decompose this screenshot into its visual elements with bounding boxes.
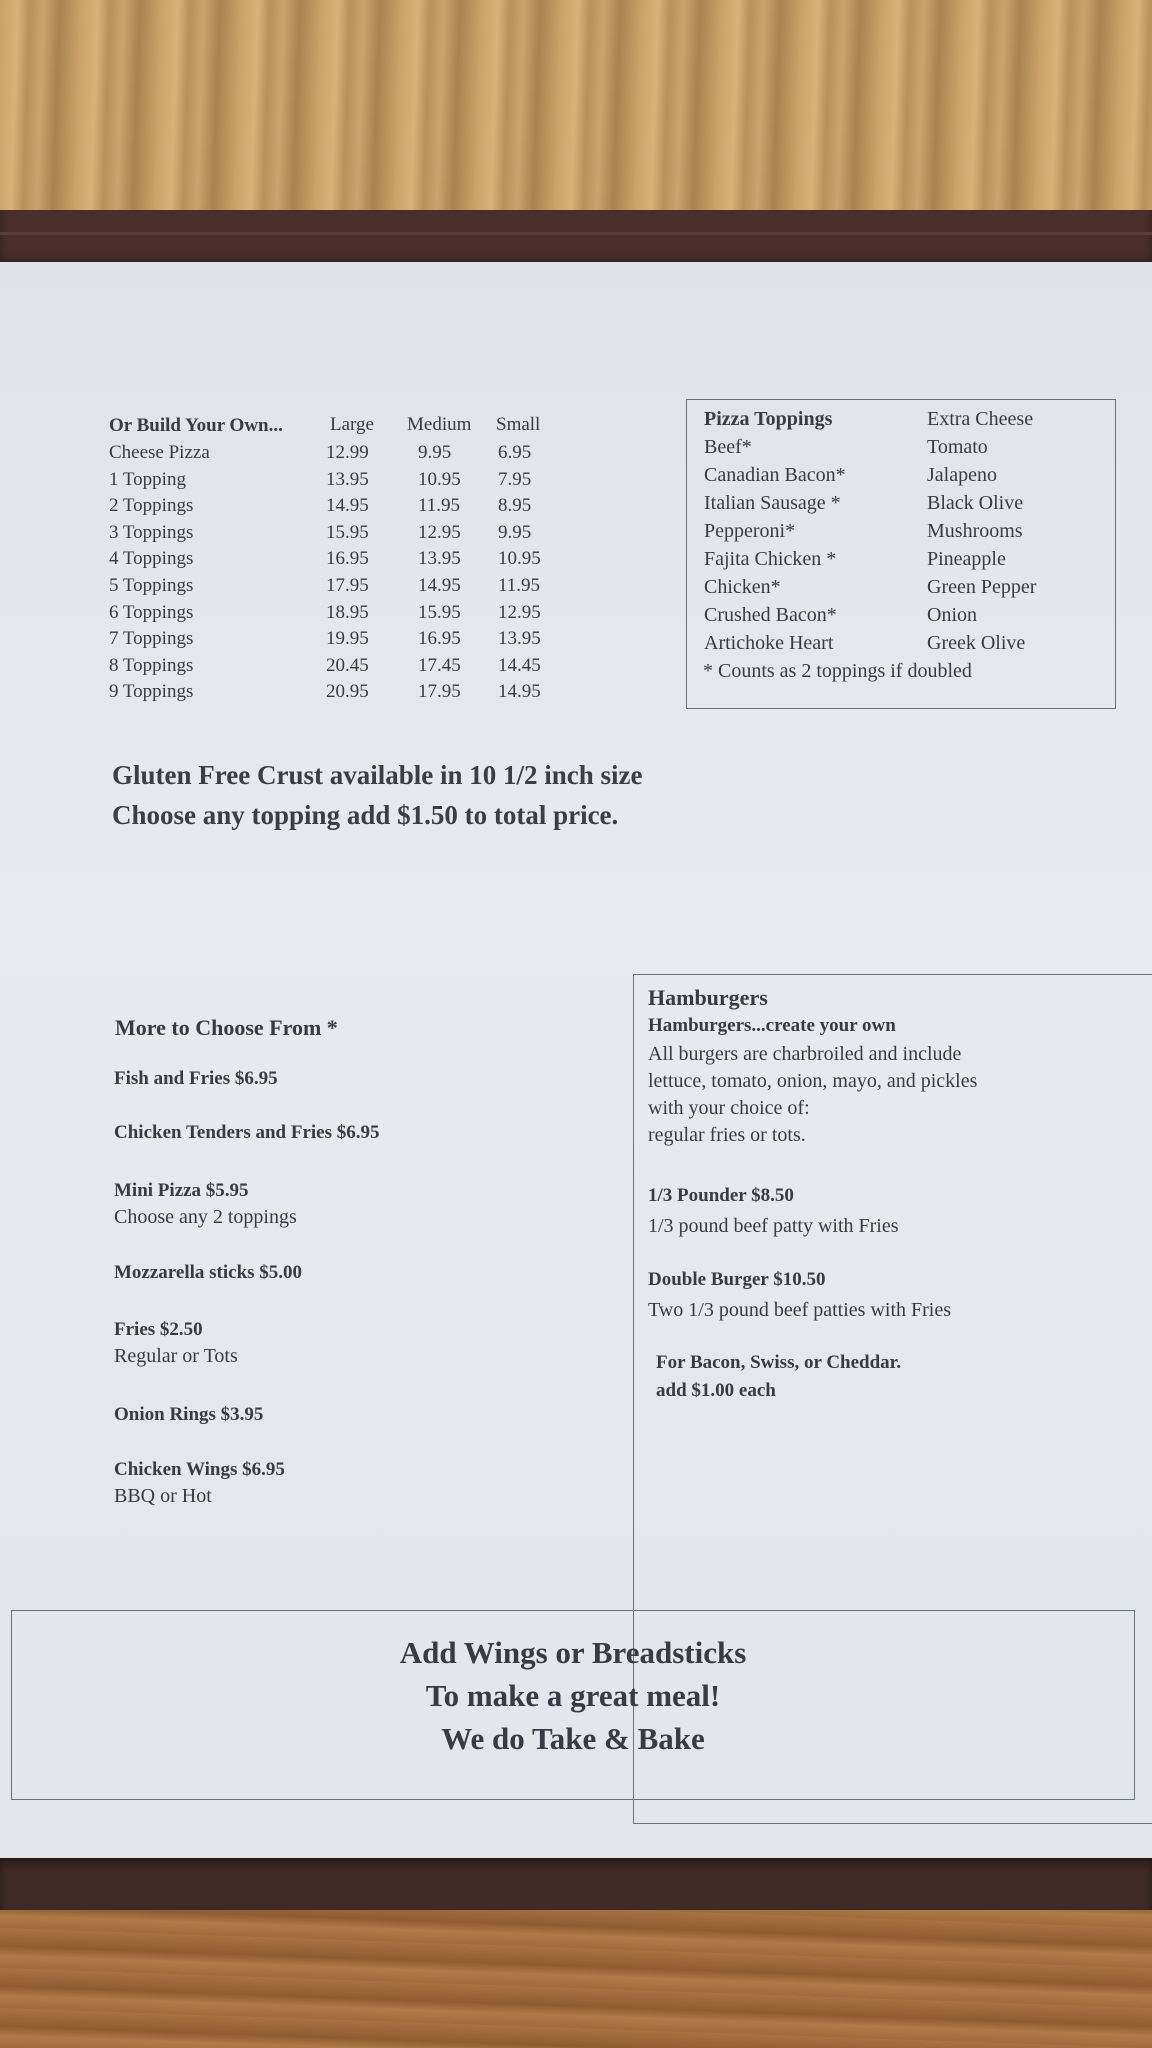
price-large: 18.95 bbox=[326, 601, 369, 623]
topping-item: Onion bbox=[927, 604, 977, 626]
build-your-own-header: Or Build Your Own... bbox=[109, 415, 283, 436]
price-row-label: 1 Topping bbox=[109, 468, 186, 490]
topping-item: Chicken* bbox=[704, 576, 781, 598]
price-row-label: 3 Toppings bbox=[109, 521, 194, 543]
topping-item: Extra Cheese bbox=[927, 408, 1034, 430]
topping-price-line: Choose any topping add $1.50 to total price. bbox=[112, 800, 619, 830]
price-small: 11.95 bbox=[498, 575, 541, 596]
price-medium: 16.95 bbox=[418, 628, 461, 650]
burger-item-name: Double Burger $10.50 bbox=[648, 1269, 826, 1290]
price-medium: 13.95 bbox=[418, 548, 461, 570]
promo-line-2: To make a great meal! bbox=[425, 1678, 721, 1713]
topping-item: Crushed Bacon* bbox=[704, 604, 837, 626]
more-item-name: Mini Pizza $5.95 bbox=[114, 1180, 249, 1201]
price-small: 14.45 bbox=[498, 654, 541, 676]
topping-item: Mushrooms bbox=[927, 520, 1023, 542]
price-large: 13.95 bbox=[326, 468, 369, 490]
burger-item-desc: Two 1/3 pound beef patties with Fries bbox=[648, 1299, 951, 1321]
price-large: 17.95 bbox=[326, 575, 369, 596]
topping-item: Canadian Bacon* bbox=[704, 464, 846, 486]
price-medium: 10.95 bbox=[418, 468, 461, 490]
pizza-toppings-box bbox=[686, 399, 1116, 709]
hamburgers-description-line: regular fries or tots. bbox=[648, 1124, 806, 1146]
price-small: 10.95 bbox=[498, 548, 541, 570]
topping-item: Green Pepper bbox=[927, 576, 1037, 598]
price-large: 19.95 bbox=[326, 628, 369, 650]
more-item-desc: BBQ or Hot bbox=[114, 1485, 212, 1507]
column-small-header: Small bbox=[496, 414, 541, 435]
topping-item: Jalapeno bbox=[927, 464, 997, 486]
price-small: 13.95 bbox=[498, 628, 541, 650]
price-large: 14.95 bbox=[326, 495, 369, 517]
price-small: 12.95 bbox=[498, 601, 541, 623]
price-row-label: 8 Toppings bbox=[109, 654, 194, 676]
price-medium: 15.95 bbox=[418, 601, 461, 623]
toppings-note: * Counts as 2 toppings if doubled bbox=[703, 660, 972, 682]
topping-item: Italian Sausage * bbox=[704, 492, 841, 514]
hamburgers-description-line: with your choice of: bbox=[648, 1097, 810, 1119]
price-small: 9.95 bbox=[498, 521, 532, 543]
pizza-toppings-title: Pizza Toppings bbox=[704, 408, 833, 430]
price-medium: 14.95 bbox=[418, 575, 461, 596]
topping-item: Greek Olive bbox=[927, 632, 1026, 654]
burger-item-name: 1/3 Pounder $8.50 bbox=[648, 1185, 794, 1206]
price-small: 6.95 bbox=[498, 442, 532, 463]
price-row-label: 2 Toppings bbox=[109, 495, 194, 517]
addon-price: add $1.00 each bbox=[656, 1380, 776, 1401]
price-small: 14.95 bbox=[498, 681, 541, 703]
menu-page bbox=[0, 262, 1152, 1860]
more-item-name: Chicken Wings $6.95 bbox=[114, 1459, 285, 1480]
topping-item: Tomato bbox=[927, 436, 988, 458]
burger-item-desc: 1/3 pound beef patty with Fries bbox=[648, 1215, 899, 1237]
price-medium: 17.95 bbox=[418, 681, 461, 703]
more-item-name: Fish and Fries $6.95 bbox=[114, 1068, 278, 1089]
price-large: 20.45 bbox=[326, 654, 369, 676]
price-row-label: 5 Toppings bbox=[109, 575, 194, 596]
more-item-name: Onion Rings $3.95 bbox=[114, 1404, 264, 1425]
column-medium-header: Medium bbox=[407, 414, 472, 435]
hamburgers-subtitle: Hamburgers...create your own bbox=[648, 1015, 896, 1036]
more-item-name: Mozzarella sticks $5.00 bbox=[114, 1262, 303, 1283]
more-item-name: Chicken Tenders and Fries $6.95 bbox=[114, 1122, 380, 1143]
column-large-header: Large bbox=[330, 414, 374, 435]
topping-item: Pepperoni* bbox=[704, 520, 796, 542]
topping-item: Black Olive bbox=[927, 492, 1024, 514]
promo-box bbox=[11, 1610, 1135, 1800]
price-small: 7.95 bbox=[498, 468, 532, 490]
gluten-free-line: Gluten Free Crust available in 10 1/2 inch size bbox=[112, 760, 643, 790]
price-large: 16.95 bbox=[326, 548, 369, 570]
price-row-label: Cheese Pizza bbox=[109, 442, 210, 463]
price-row-label: 4 Toppings bbox=[109, 548, 194, 570]
price-row-label: 9 Toppings bbox=[109, 681, 194, 703]
more-to-choose-title: More to Choose From * bbox=[115, 1015, 338, 1040]
price-medium: 17.45 bbox=[418, 654, 461, 676]
price-large: 12.99 bbox=[326, 442, 369, 463]
menu-binder-bottom-edge bbox=[0, 1858, 1152, 1910]
hamburgers-title: Hamburgers bbox=[648, 985, 768, 1010]
price-large: 20.95 bbox=[326, 681, 369, 703]
price-large: 15.95 bbox=[326, 521, 369, 543]
topping-item: Artichoke Heart bbox=[704, 632, 834, 654]
price-small: 8.95 bbox=[498, 495, 532, 517]
hamburgers-description-line: All burgers are charbroiled and include bbox=[648, 1043, 962, 1065]
more-item-name: Fries $2.50 bbox=[114, 1319, 203, 1340]
hamburgers-description-line: lettuce, tomato, onion, mayo, and pickles bbox=[648, 1070, 978, 1092]
more-item-desc: Choose any 2 toppings bbox=[114, 1206, 297, 1228]
topping-item: Pineapple bbox=[927, 548, 1006, 570]
promo-line-3: We do Take & Bake bbox=[441, 1721, 705, 1756]
promo-line-1: Add Wings or Breadsticks bbox=[399, 1635, 747, 1670]
price-row-label: 7 Toppings bbox=[109, 628, 194, 650]
price-medium: 12.95 bbox=[418, 521, 461, 543]
price-row-label: 6 Toppings bbox=[109, 601, 194, 623]
topping-item: Beef* bbox=[704, 436, 752, 458]
price-medium: 9.95 bbox=[418, 442, 452, 463]
topping-item: Fajita Chicken * bbox=[704, 548, 837, 570]
addon-line: For Bacon, Swiss, or Cheddar. bbox=[656, 1352, 902, 1373]
menu-binder-top-edge bbox=[0, 210, 1152, 266]
more-item-desc: Regular or Tots bbox=[114, 1345, 238, 1367]
wood-table-top bbox=[0, 0, 1152, 220]
price-medium: 11.95 bbox=[418, 495, 461, 517]
